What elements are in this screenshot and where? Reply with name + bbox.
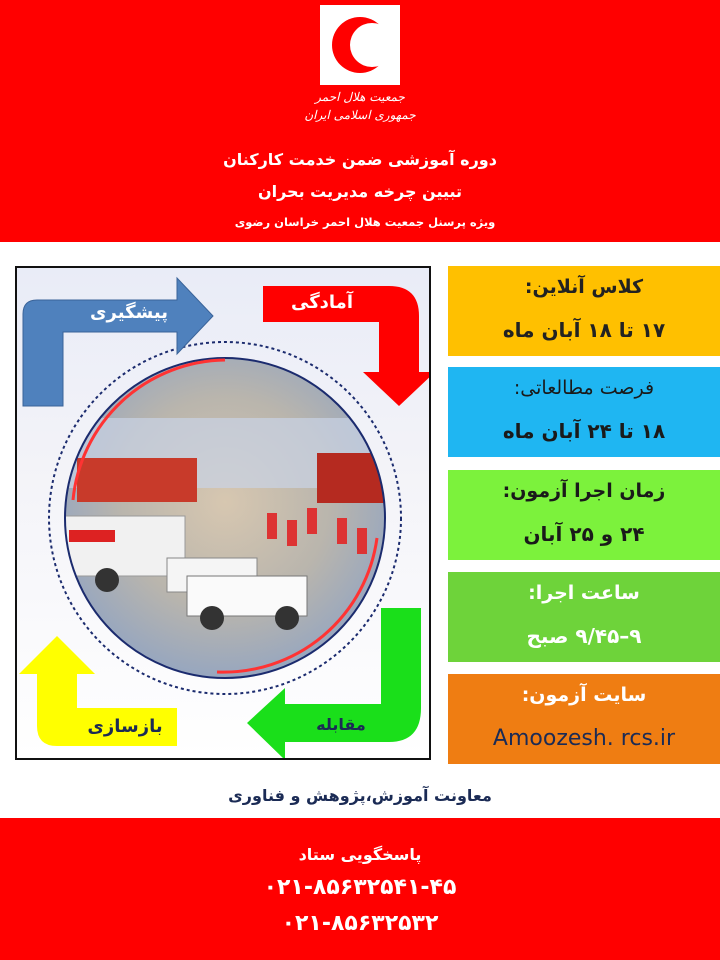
exam-time-label: ساعت اجرا: [528, 582, 640, 604]
logo-caption [300, 88, 420, 124]
exam-time-box [448, 572, 720, 662]
crisis-cycle-diagram [15, 266, 431, 760]
preparedness-label: آمادگی [291, 292, 353, 313]
online-class-label: کلاس آنلاین: [524, 276, 644, 298]
red-crescent-logo [320, 5, 400, 85]
prevention-label: پیشگیری [90, 302, 168, 323]
study-period-label: فرصت مطالعاتی: [513, 377, 655, 399]
study-period-box [448, 367, 720, 457]
course-title: دوره آموزشی ضمن خدمت کارکنان [223, 150, 497, 169]
course-audience: ویژه پرسنل جمعیت هلال احمر خراسان رضوی [234, 215, 496, 229]
course-topic: تبیین چرخه مدیریت بحران [257, 182, 463, 201]
phone-number-1[interactable]: ۰۲۱-۸۵۶۳۲۵۴۱-۴۵ [263, 875, 457, 900]
exam-date-label: زمان اجرا آزمون: [502, 480, 666, 502]
logo-caption-line2: جمهوری اسلامی ایران [304, 108, 416, 122]
exam-date-box [448, 470, 720, 560]
crescent-icon [320, 5, 400, 85]
exam-date-value: ۲۴ و ۲۵ آبان [523, 522, 645, 546]
cycle-graphics [17, 268, 431, 760]
response-label: مقابله [316, 715, 366, 734]
hotline-title: پاسخگویی ستاد [298, 845, 422, 864]
online-class-box [448, 266, 720, 356]
phone-number-2[interactable]: ۰۲۱-۸۵۶۳۲۵۳۲ [281, 911, 439, 936]
online-class-value: ۱۷ تا ۱۸ آبان ماه [502, 318, 666, 342]
exam-time-value: ۹–۹/۴۵ صبح [526, 624, 642, 648]
logo-caption-line1: جمعیت هلال احمر [315, 90, 405, 104]
exam-site-link[interactable]: Amoozesh. rcs.ir [492, 726, 676, 751]
header-banner [0, 0, 720, 242]
exam-site-label: سایت آزمون: [521, 684, 647, 706]
exam-site-box [448, 674, 720, 764]
study-period-value: ۱۸ تا ۲۴ آبان ماه [502, 419, 666, 443]
department-name: معاونت آموزش،پژوهش و فناوری [228, 786, 492, 805]
recovery-label: بازسازی [87, 716, 163, 737]
